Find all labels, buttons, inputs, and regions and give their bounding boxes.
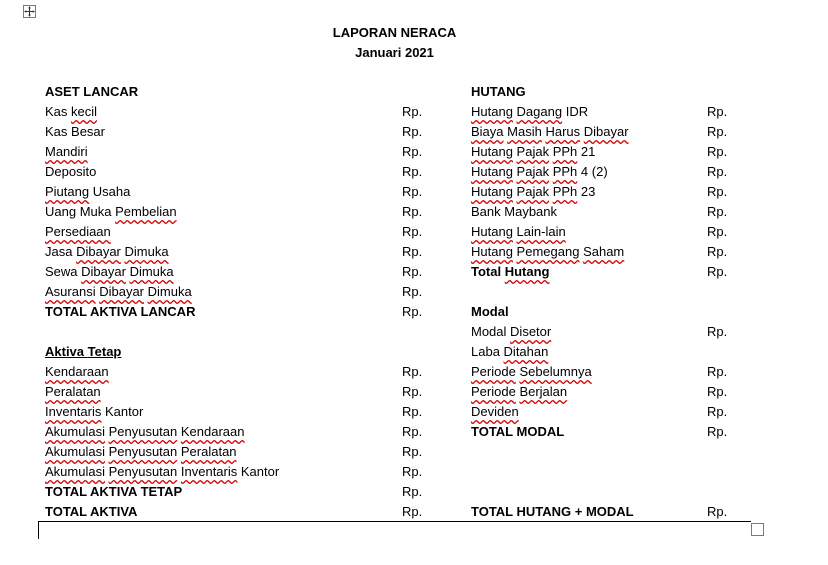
currency-label: Rp.	[707, 144, 728, 159]
currency-label: Rp.	[402, 164, 423, 179]
row-label: Akumulasi Penyusutan Inventaris Kantor	[45, 464, 280, 479]
currency-label: Rp.	[707, 324, 728, 339]
currency-label: Rp.	[707, 184, 728, 199]
currency-label: Rp.	[707, 204, 728, 219]
currency-label: Rp.	[707, 404, 728, 419]
row-label: ASET LANCAR	[45, 84, 139, 99]
currency-label: Rp.	[402, 404, 423, 419]
row-label: Akumulasi Penyusutan Kendaraan	[45, 424, 245, 439]
row-label: Deposito	[45, 164, 97, 179]
currency-label: Rp.	[707, 364, 728, 379]
currency-label: Rp.	[402, 284, 423, 299]
row-label: Modal Disetor	[471, 324, 552, 339]
row-label: TOTAL AKTIVA LANCAR	[45, 304, 196, 319]
report-title: LAPORAN NERACA	[332, 25, 457, 40]
currency-label: Rp.	[402, 484, 423, 499]
currency-label: Rp.	[707, 424, 728, 439]
row-label: Aktiva Tetap	[45, 344, 122, 359]
row-label: Kas Besar	[45, 124, 105, 139]
currency-label: Rp.	[402, 304, 423, 319]
row-label: Sewa Dibayar Dimuka	[45, 264, 174, 279]
table-left-border	[38, 521, 39, 539]
currency-label: Rp.	[402, 244, 423, 259]
currency-label: Rp.	[707, 504, 728, 519]
currency-label: Rp.	[402, 384, 423, 399]
row-label: Inventaris Kantor	[45, 404, 144, 419]
row-label: Hutang Pajak PPh 23	[471, 184, 596, 199]
row-label: Persediaan	[45, 224, 111, 239]
currency-label: Rp.	[707, 384, 728, 399]
currency-label: Rp.	[402, 204, 423, 219]
currency-label: Rp.	[402, 104, 423, 119]
table-resize-handle[interactable]	[751, 523, 764, 536]
row-label: Kendaraan	[45, 364, 109, 379]
currency-label: Rp.	[707, 244, 728, 259]
row-label: Uang Muka Pembelian	[45, 204, 177, 219]
row-label: TOTAL AKTIVA TETAP	[45, 484, 183, 499]
row-label: Modal	[471, 304, 509, 319]
table-bottom-border	[38, 521, 751, 522]
row-label: Total Hutang	[471, 264, 550, 279]
row-label: TOTAL HUTANG + MODAL	[471, 504, 634, 519]
row-label: Peralatan	[45, 384, 101, 399]
row-label: Kas kecil	[45, 104, 98, 119]
row-label: Piutang Usaha	[45, 184, 131, 199]
currency-label: Rp.	[707, 124, 728, 139]
row-label: Mandiri	[45, 144, 88, 159]
row-label: Hutang Pajak PPh 21	[471, 144, 596, 159]
currency-label: Rp.	[402, 364, 423, 379]
currency-label: Rp.	[402, 264, 423, 279]
currency-label: Rp.	[402, 124, 423, 139]
row-label: Asuransi Dibayar Dimuka	[45, 284, 192, 299]
row-label: Periode Berjalan	[471, 384, 568, 399]
currency-label: Rp.	[402, 184, 423, 199]
row-label: Biaya Masih Harus Dibayar	[471, 124, 629, 139]
row-label: Jasa Dibayar Dimuka	[45, 244, 169, 259]
row-label: Hutang Dagang IDR	[471, 104, 589, 119]
row-label: Laba Ditahan	[471, 344, 549, 359]
currency-label: Rp.	[707, 104, 728, 119]
row-label: Deviden	[471, 404, 519, 419]
table-move-handle[interactable]	[23, 5, 36, 18]
row-label: Akumulasi Penyusutan Peralatan	[45, 444, 237, 459]
currency-label: Rp.	[402, 444, 423, 459]
currency-label: Rp.	[402, 464, 423, 479]
currency-label: Rp.	[402, 144, 423, 159]
currency-label: Rp.	[707, 264, 728, 279]
row-label: HUTANG	[471, 84, 526, 99]
row-label: TOTAL MODAL	[471, 424, 565, 439]
row-label: Periode Sebelumnya	[471, 364, 592, 379]
row-label: TOTAL AKTIVA	[45, 504, 138, 519]
row-label: Hutang Lain-lain	[471, 224, 566, 239]
row-label: Bank Maybank	[471, 204, 558, 219]
currency-label: Rp.	[707, 164, 728, 179]
report-period: Januari 2021	[355, 45, 434, 60]
row-label: Hutang Pemegang Saham	[471, 244, 625, 259]
currency-label: Rp.	[402, 504, 423, 519]
row-label: Hutang Pajak PPh 4 (2)	[471, 164, 608, 179]
currency-label: Rp.	[707, 224, 728, 239]
currency-label: Rp.	[402, 224, 423, 239]
currency-label: Rp.	[402, 424, 423, 439]
move-arrows-icon	[24, 6, 35, 17]
